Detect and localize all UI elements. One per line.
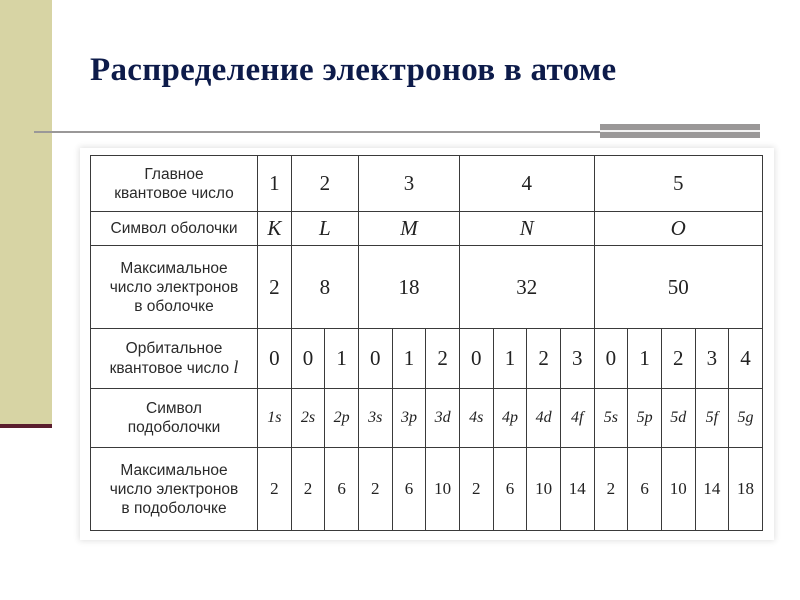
- subshell-symbol-cell: 5p: [628, 389, 662, 448]
- subshell-symbol-cell: 3p: [392, 389, 426, 448]
- table-row-shell-max: [91, 246, 763, 329]
- shell-number-cell: 3: [358, 156, 459, 212]
- shell-number-cell: 1: [258, 156, 292, 212]
- orbital-value-cell: 4: [729, 329, 763, 389]
- subshell-max-cell: 10: [527, 448, 561, 531]
- shell-number-cell: 2: [291, 156, 358, 212]
- side-decor-line: [0, 424, 52, 428]
- subshell-max-cell: 2: [358, 448, 392, 531]
- orbital-value-cell: 3: [695, 329, 729, 389]
- subshell-max-cell: 10: [426, 448, 460, 531]
- shell-max-cell: 18: [358, 246, 459, 329]
- subshell-max-cell: 2: [291, 448, 325, 531]
- shell-symbol-cell: N: [459, 212, 594, 246]
- subshell-max-cell: 10: [661, 448, 695, 531]
- row-label-orbital: Орбитальное квантовое число l: [91, 329, 258, 389]
- subshell-symbol-cell: 4d: [527, 389, 561, 448]
- row-label-shell-max: Максимальное число электронов в оболочке: [91, 246, 258, 329]
- row-label-shell-symbol: Символ оболочки: [91, 212, 258, 246]
- orbital-value-cell: 2: [661, 329, 695, 389]
- subshell-symbol-cell: 2s: [291, 389, 325, 448]
- orbital-value-cell: 2: [426, 329, 460, 389]
- slide-title: Распределение электронов в атоме: [90, 52, 617, 88]
- shell-symbol-cell: M: [358, 212, 459, 246]
- subshell-max-cell: 6: [325, 448, 359, 531]
- subshell-symbol-cell: 5g: [729, 389, 763, 448]
- shell-max-cell: 8: [291, 246, 358, 329]
- subshell-symbol-cell: 5f: [695, 389, 729, 448]
- subshell-max-cell: 6: [628, 448, 662, 531]
- shell-symbol-cell: L: [291, 212, 358, 246]
- table-row-subshell-max: [91, 448, 763, 531]
- subshell-symbol-cell: 2p: [325, 389, 359, 448]
- orbital-value-cell: 0: [594, 329, 628, 389]
- orbital-symbol-l: l: [233, 357, 239, 377]
- subshell-symbol-cell: 3s: [358, 389, 392, 448]
- subshell-max-cell: 14: [695, 448, 729, 531]
- subshell-max-cell: 14: [560, 448, 594, 531]
- subshell-symbol-cell: 5s: [594, 389, 628, 448]
- table-frame: [80, 148, 774, 540]
- orbital-value-cell: 0: [358, 329, 392, 389]
- table-row-shell-number: [91, 156, 763, 212]
- orbital-value-cell: 1: [493, 329, 527, 389]
- shell-number-cell: 5: [594, 156, 762, 212]
- subshell-symbol-cell: 5d: [661, 389, 695, 448]
- side-decor-bar: [0, 0, 52, 425]
- orbital-value-cell: 3: [560, 329, 594, 389]
- row-label-subshell-symbol: Символ подоболочки: [91, 389, 258, 448]
- table-row-shell-symbol: [91, 212, 763, 246]
- row-label-shell-number: Главное квантовое число: [91, 156, 258, 212]
- subshell-max-cell: 18: [729, 448, 763, 531]
- shell-symbol-cell: O: [594, 212, 762, 246]
- subshell-symbol-cell: 4f: [560, 389, 594, 448]
- shell-number-cell: 4: [459, 156, 594, 212]
- table-row-orbital: [91, 329, 763, 389]
- subshell-max-cell: 6: [493, 448, 527, 531]
- orbital-value-cell: 2: [527, 329, 561, 389]
- subshell-max-cell: 2: [258, 448, 292, 531]
- title-divider-accent: [600, 124, 760, 138]
- orbital-value-cell: 0: [291, 329, 325, 389]
- orbital-value-cell: 0: [258, 329, 292, 389]
- row-label-subshell-max: Максимальное число электронов в подоболочке: [91, 448, 258, 531]
- electron-distribution-table: [90, 155, 763, 531]
- subshell-symbol-cell: 3d: [426, 389, 460, 448]
- orbital-value-cell: 0: [459, 329, 493, 389]
- subshell-max-cell: 2: [594, 448, 628, 531]
- orbital-value-cell: 1: [392, 329, 426, 389]
- shell-max-cell: 2: [258, 246, 292, 329]
- shell-max-cell: 50: [594, 246, 762, 329]
- table-row-subshell-symbol: [91, 389, 763, 448]
- orbital-value-cell: 1: [628, 329, 662, 389]
- orbital-value-cell: 1: [325, 329, 359, 389]
- subshell-max-cell: 6: [392, 448, 426, 531]
- subshell-max-cell: 2: [459, 448, 493, 531]
- subshell-symbol-cell: 4p: [493, 389, 527, 448]
- subshell-symbol-cell: 1s: [258, 389, 292, 448]
- shell-max-cell: 32: [459, 246, 594, 329]
- subshell-symbol-cell: 4s: [459, 389, 493, 448]
- shell-symbol-cell: K: [258, 212, 292, 246]
